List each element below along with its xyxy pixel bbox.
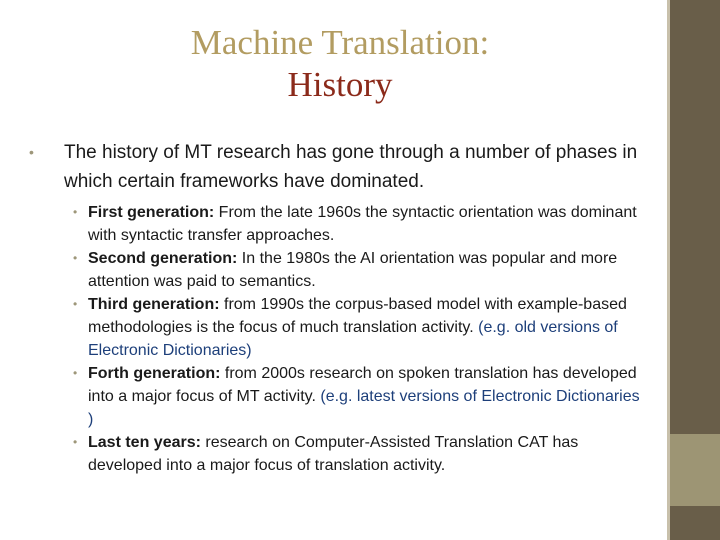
item-label: Second generation: [88, 250, 238, 267]
bullet-icon: • [73, 366, 78, 380]
item-label: Forth generation: [88, 365, 221, 382]
item-label: Third generation: [88, 296, 220, 313]
bullet-icon: • [73, 435, 78, 449]
side-bar-accent-block [670, 434, 720, 506]
bullet-icon: • [73, 205, 78, 219]
item-note: (e.g. latest versions of Electronic Dictionaries ) [88, 388, 640, 428]
list-item-third-generation [28, 293, 648, 362]
intro-text: The history of MT research has gone through a number of phases in which certain frameworks have dominated. [64, 142, 638, 192]
item-text: from 2000s research on spoken translation has developed into a major focus of MT activity. [88, 365, 637, 405]
item-text: research on Computer-Assisted Translation CAT has developed into a major focus of translation activity. [88, 434, 579, 474]
bullet-icon: • [29, 144, 34, 160]
list-item-forth-generation [28, 362, 648, 431]
slide-title [60, 22, 620, 106]
title-line-2: History [287, 65, 393, 104]
slide-body [28, 138, 648, 477]
item-text: from 1990s the corpus-based model with example-based methodologies is the focus of much translation activity. [88, 296, 627, 336]
decorative-side-bar [667, 0, 720, 540]
title-line-1: Machine Translation: [190, 23, 490, 62]
item-text: From the late 1960s the syntactic orientation was dominant with syntactic transfer approaches. [88, 204, 637, 244]
bullet-icon: • [73, 251, 78, 265]
intro-paragraph [28, 138, 648, 196]
item-label: First generation: [88, 204, 215, 221]
item-text: In the 1980s the AI orientation was popular and more attention was paid to semantics. [88, 250, 618, 290]
item-label: Last ten years: [88, 434, 201, 451]
list-item-last-ten-years [28, 431, 648, 477]
list-item-first-generation [28, 201, 648, 247]
item-note: (e.g. old versions of Electronic Dictionaries) [88, 319, 618, 359]
bullet-icon: • [73, 297, 78, 311]
list-item-second-generation [28, 247, 648, 293]
